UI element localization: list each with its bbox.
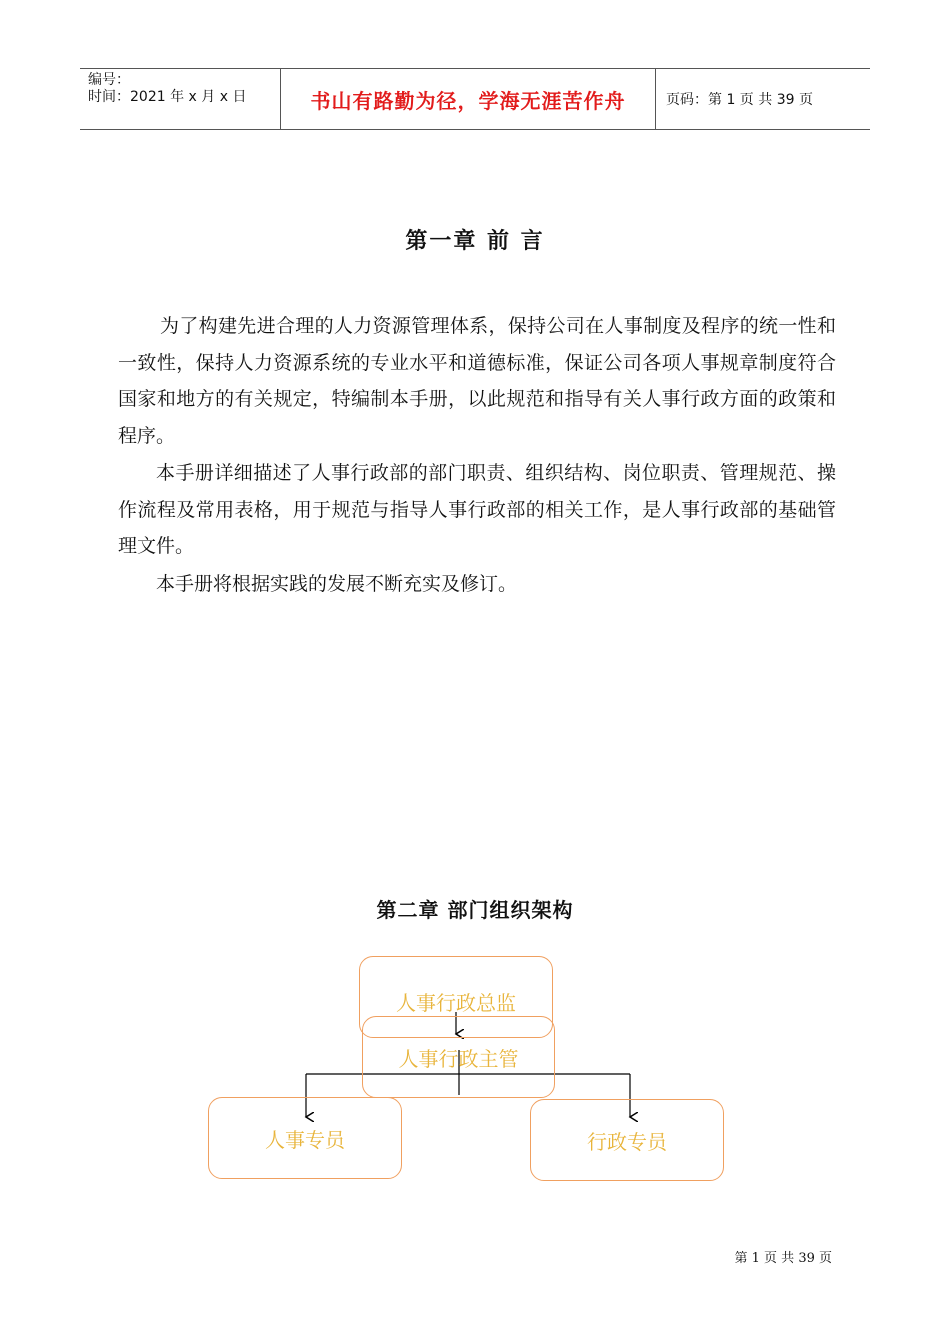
- chapter-1-paragraph-2: 本手册详细描述了人事行政部的部门职责、组织结构、岗位职责、管理规范、操作流程及常用表格，用于规范与指导人事行政部的相关工作，是人事行政部的基础管理文件。: [118, 462, 836, 557]
- header-meta: [80, 69, 280, 129]
- org-node-admin-specialist: [530, 1099, 724, 1181]
- org-node-admin-specialist-label: 行政专员: [587, 1129, 667, 1154]
- org-node-hr-specialist: [208, 1097, 402, 1179]
- org-node-director-label: 人事行政总监: [396, 991, 516, 1015]
- chapter-1-paragraph-1: 为了构建先进合理的人力资源管理体系，保持公司在人事制度及程序的统一性和一致性，保持人力资源系统的专业水平和道德标准，保证公司各项人事规章制度符合国家和地方的有关规定，特编制本手册，以此规范和指导有关人事行政方面的政策和程序。: [118, 315, 836, 447]
- chapter-1-paragraph-3: 本手册将根据实践的发展不断充实及修订。: [156, 573, 518, 595]
- chapter-2-title: 第二章 部门组织架构: [376, 898, 574, 922]
- org-node-supervisor-label: 人事行政主管: [398, 1047, 519, 1071]
- org-node-hr-specialist-label: 人事专员: [265, 1127, 345, 1152]
- chapter-1-title: 第一章 前 言: [405, 228, 545, 254]
- page-header: [80, 68, 870, 130]
- org-node-supervisor: [362, 1016, 555, 1098]
- header-time-label: 时间：2021 年 x 月 x 日: [88, 89, 247, 105]
- page-footer: 第 1 页 共 39 页: [734, 1251, 832, 1266]
- header-page-info: 页码：第 1 页 共 39 页: [666, 92, 813, 108]
- org-chart: [0, 950, 950, 1190]
- header-number-label: 编号：: [88, 72, 130, 88]
- header-motto: 书山有路勤为径，学海无涯苦作舟: [280, 69, 656, 129]
